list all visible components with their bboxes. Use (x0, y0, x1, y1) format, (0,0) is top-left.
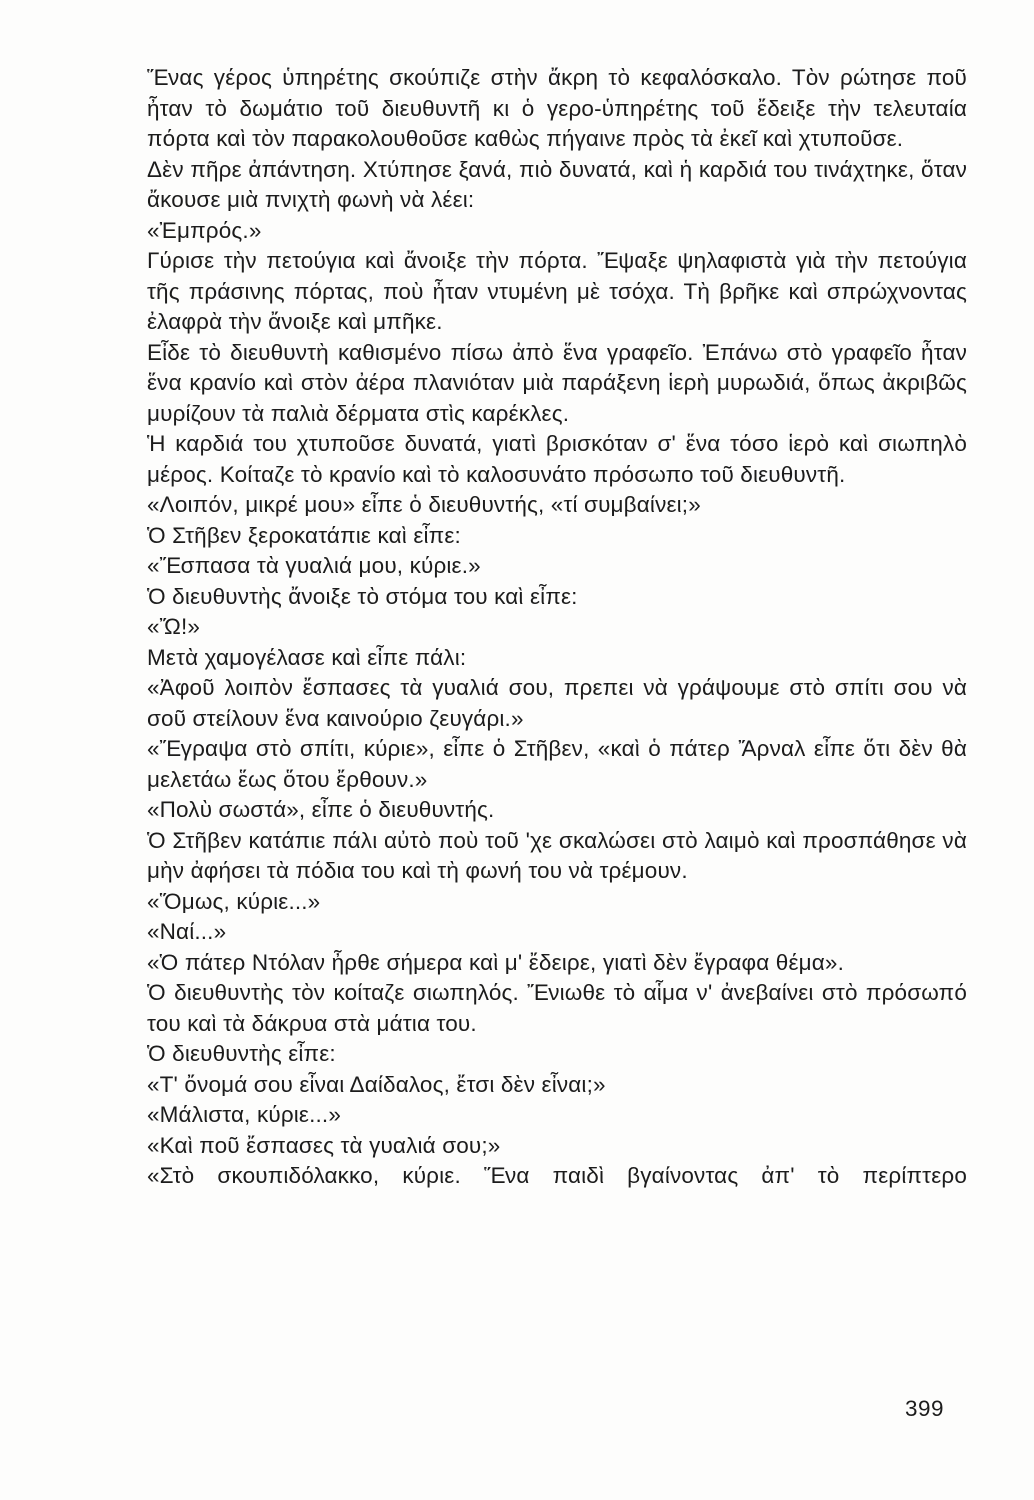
paragraph: Δὲν πῆρε ἀπάντηση. Χτύπησε ξανά, πιὸ δυνατά, καὶ ἡ καρδιά του τινάχτηκε, ὅταν ἄκουσε μιὰ πνιχτὴ φωνὴ νὰ λέει: (147, 156, 967, 212)
paragraph: «Ναί...» (147, 919, 227, 944)
body-text (147, 63, 967, 1192)
paragraph: Μετὰ χαμογέλασε καὶ εἶπε πάλι: (147, 644, 467, 670)
paragraph: «Ἐμπρός.» (147, 217, 262, 243)
paragraph: «Πολὺ σωστά», εἶπε ὁ διευθυντής. (147, 797, 495, 822)
paragraph: «Στὸ σκουπιδόλακκο, κύριε. Ἕνα παιδὶ βγαίνοντας ἀπ' τὸ περίπτερο (147, 1163, 967, 1188)
paragraph: «Λοιπόν, μικρέ μου» εἶπε ὁ διευθυντής, «τί συμβαίνει;» (147, 492, 701, 517)
paragraph: Γύρισε τὴν πετούγια καὶ ἄνοιξε τὴν πόρτα. Ἔψαξε ψηλαφιστὰ γιὰ τὴν πετούγια τῆς πράσινης πόρτας, ποὺ ἦταν ντυμένη μὲ τσόχα. Τὴ βρῆκε καὶ σπρώχνοντας ἐλαφρὰ τὴν ἄνοιξε καὶ μπῆκε. (147, 248, 967, 334)
paragraph: «Μάλιστα, κύριε...» (147, 1102, 341, 1127)
paragraph: «Ἔσπασα τὰ γυαλιά μου, κύριε.» (147, 553, 481, 578)
paragraph: «Ὁ πάτερ Ντόλαν ἦρθε σήμερα καὶ μ' ἔδειρε, γιατὶ δὲν ἔγραφα θέμα». (147, 949, 844, 975)
paragraph: «Καὶ ποῦ ἔσπασες τὰ γυαλιά σου;» (147, 1132, 501, 1158)
paragraph: Ὁ Στῆβεν κατάπιε πάλι αὐτὸ ποὺ τοῦ 'χε σκαλώσει στὸ λαιμὸ καὶ προσπάθησε νὰ μὴν ἀφήσει τὰ πόδια του καὶ τὴ φωνή του νὰ τρέμουν. (147, 827, 967, 883)
paragraph: Ὁ διευθυντὴς ἄνοιξε τὸ στόμα του καὶ εἶπε: (147, 583, 578, 609)
paragraph: Εἶδε τὸ διευθυντὴ καθισμένο πίσω ἀπὸ ἕνα γραφεῖο. Ἐπάνω στὸ γραφεῖο ἦταν ἕνα κρανίο καὶ στὸν ἀέρα πλανιόταν μιὰ παράξενη ἱερὴ μυρωδιά, ὅπως ἀκριβῶς μυρίζουν τὰ παλιὰ δέρματα στὶς καρέκλες. (147, 339, 967, 426)
paragraph: Ἕνας γέρος ὑπηρέτης σκούπιζε στὴν ἄκρη τὸ κεφαλόσκαλο. Τὸν ρώτησε ποῦ ἦταν τὸ δωμάτιο τοῦ διευθυντῆ κι ὁ γερο-ὑπηρέτης τοῦ ἔδειξε τὴν τελευταία πόρτα καὶ τὸν παρακολουθοῦσε καθὼς πήγαινε πρὸς τὰ ἐκεῖ καὶ χτυποῦσε. (147, 65, 967, 151)
paragraph: Ὁ διευθυντὴς τὸν κοίταζε σιωπηλός. Ἔνιωθε τὸ αἷμα ν' ἀνεβαίνει στὸ πρόσωπό του καὶ τὰ δάκρυα στὰ μάτια του. (147, 980, 967, 1036)
paragraph: «Ὅμως, κύριε...» (147, 888, 321, 914)
paragraph: «Ὤ!» (147, 614, 201, 639)
paragraph: Ὁ Στῆβεν ξεροκατάπιε καὶ εἶπε: (147, 522, 461, 548)
paragraph: «Ἔγραψα στὸ σπίτι, κύριε», εἶπε ὁ Στῆβεν, «καὶ ὁ πάτερ Ἄρναλ εἶπε ὅτι δὲν θὰ μελετάω ἕως ὅτου ἔρθουν.» (147, 736, 967, 792)
paragraph: Ἡ καρδιά του χτυποῦσε δυνατά, γιατὶ βρισκόταν σ' ἕνα τόσο ἱερὸ καὶ σιωπηλὸ μέρος. Κοίταζε τὸ κρανίο καὶ τὸ καλοσυνάτο πρόσωπο τοῦ διευθυντῆ. (147, 431, 967, 487)
paragraph: «Τ' ὄνομά σου εἶναι Δαίδαλος, ἔτσι δὲν εἶναι;» (147, 1071, 606, 1097)
paragraph: Ὁ διευθυντὴς εἶπε: (147, 1041, 336, 1066)
page-number: 399 (905, 1396, 945, 1421)
paragraph: «Ἀφοῦ λοιπὸν ἔσπασες τὰ γυαλιά σου, πρεπει νὰ γράψουμε στὸ σπίτι σου νὰ σοῦ στείλουν ἕνα καινούριο ζευγάρι.» (147, 675, 967, 731)
